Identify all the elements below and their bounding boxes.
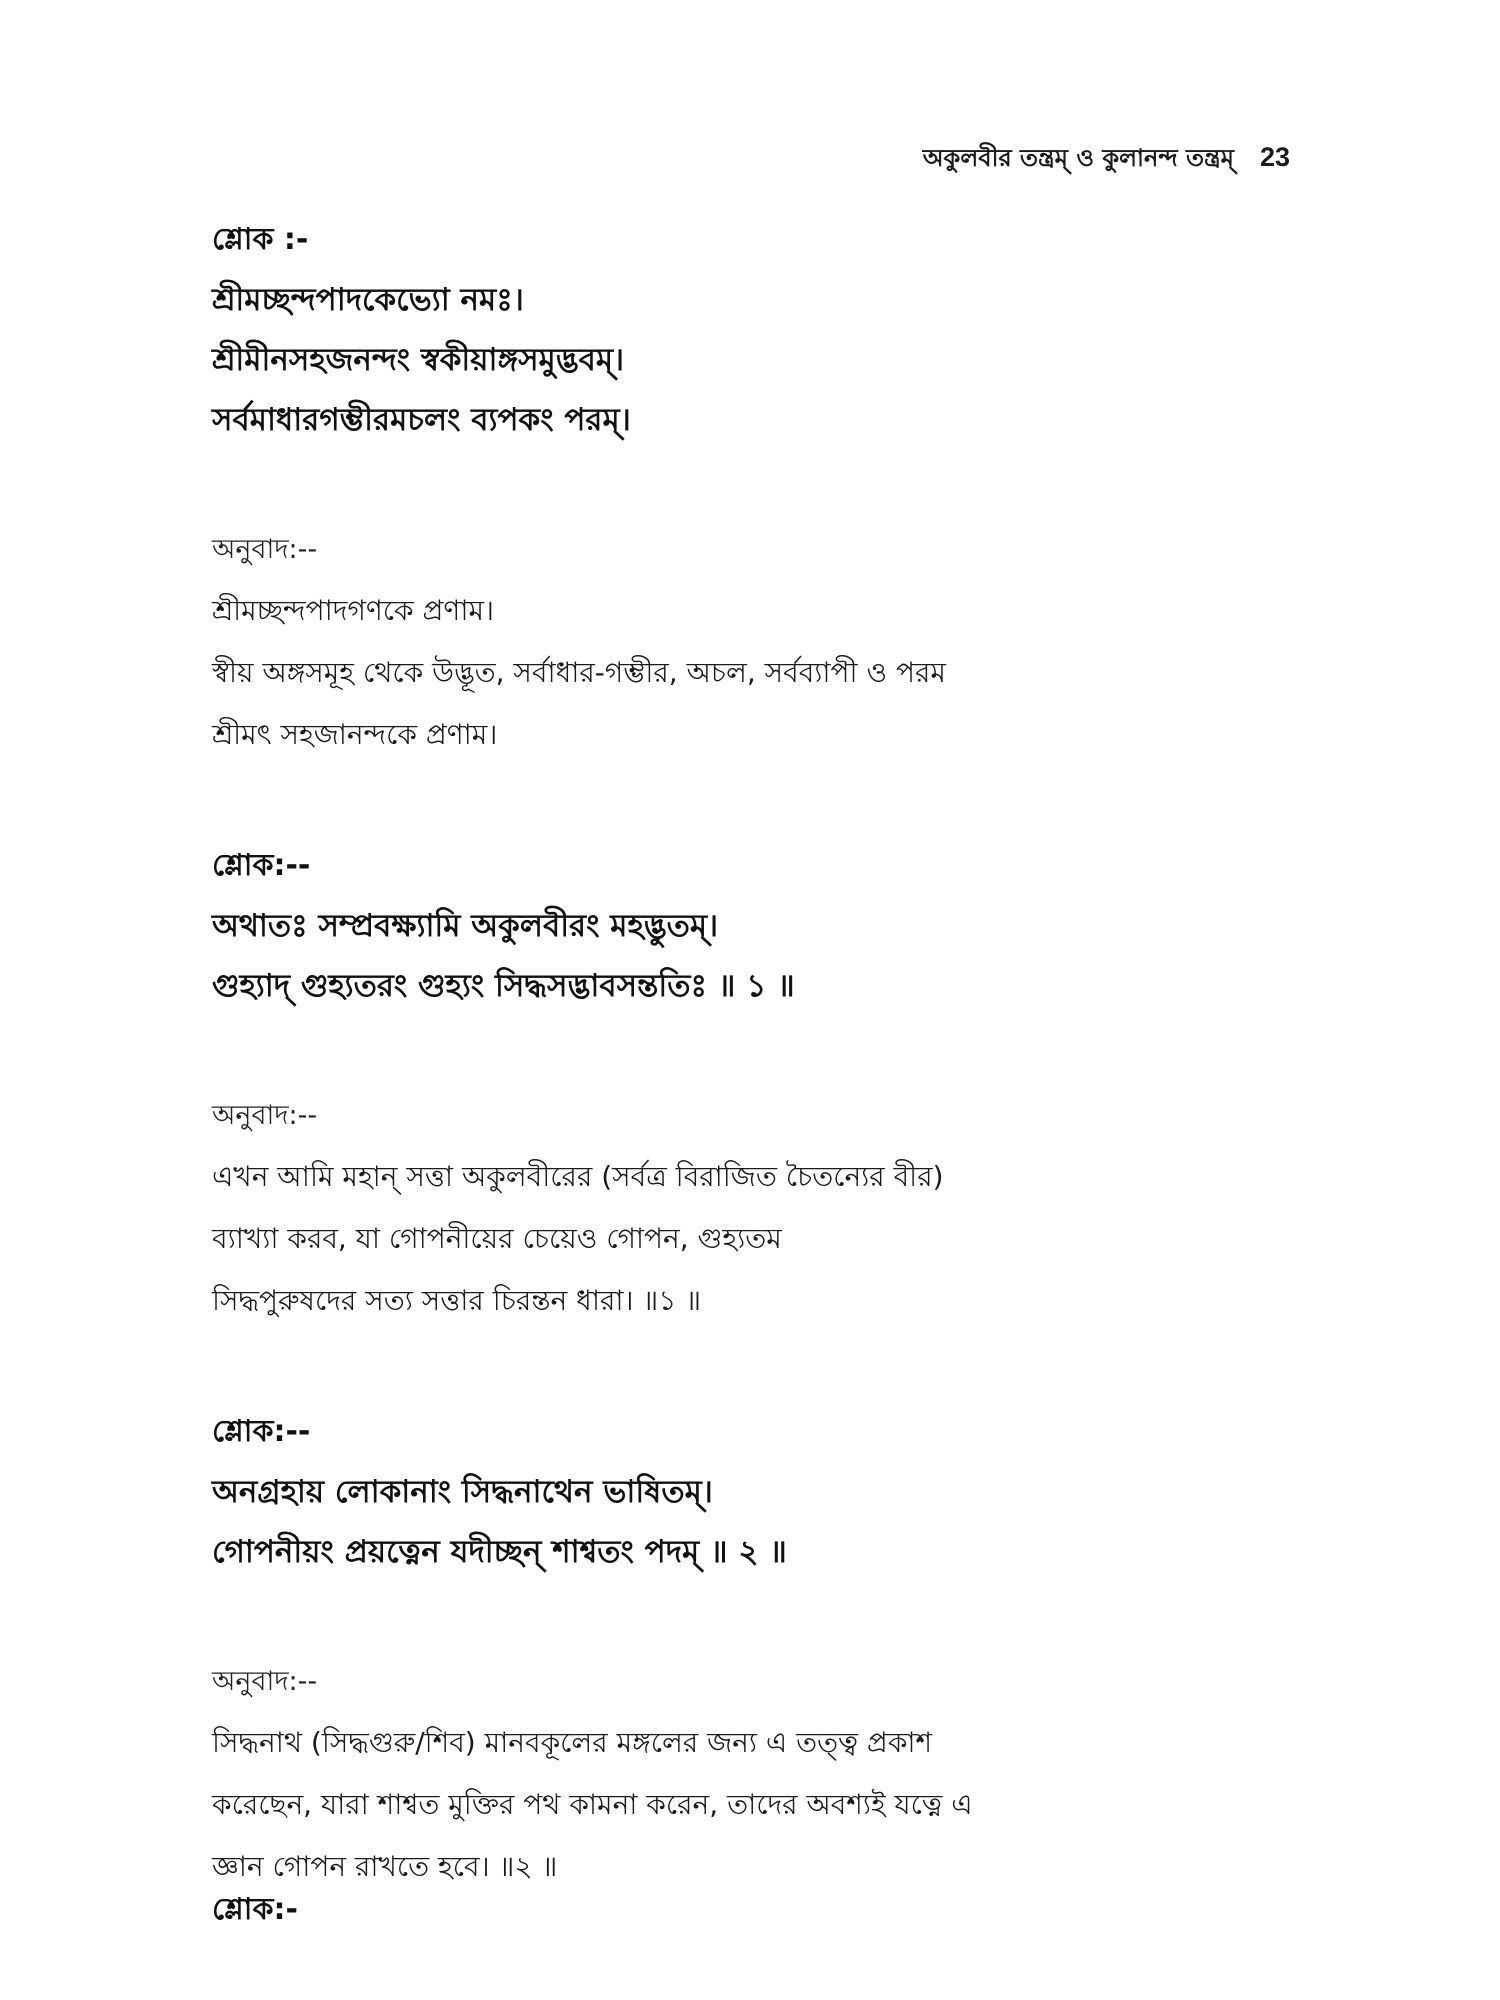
translation-line: সিদ্ধনাথ (সিদ্ধগুরু/শিব) মানবকূলের মঙ্গলের জন্য এ তত্ত্ব প্রকাশ — [212, 1726, 933, 1759]
page-number: 23 — [1259, 142, 1290, 172]
translation-line: শ্রীমৎ সহজানন্দকে প্রণাম। — [212, 718, 498, 751]
sloka-label: শ্লোক:-- — [212, 848, 311, 883]
verse-line: শ্রীমচ্ছন্দপাদকেভ্যো নমঃ। — [212, 282, 524, 318]
sloka-label: শ্লোক:-- — [212, 1414, 311, 1449]
verse-line: গুহ্যাদ্ গুহ্যতরং গুহ্যং সিদ্ধসদ্ভাবসন্ততিঃ ॥ ১ ॥ — [212, 968, 795, 1004]
translation-block-invocation — [212, 520, 1292, 766]
running-header — [923, 140, 1290, 180]
page-body — [212, 210, 1292, 1968]
sloka-block-1 — [212, 836, 1292, 1016]
trailing-sloka — [212, 1880, 298, 1940]
verse-line: শ্রীমীনসহজনন্দং স্বকীয়াঙ্গসমুদ্ভবম্। — [212, 342, 625, 378]
translation-label: অনুবাদ:-- — [212, 534, 318, 565]
translation-label: অনুবাদ:-- — [212, 1100, 318, 1131]
verse-line: অথাতঃ সম্প্রবক্ষ্যামি অকুলবীরং মহদ্ভুতম্। — [212, 908, 719, 944]
translation-line: ব্যাখ্যা করব, যা গোপনীয়ের চেয়েও গোপন, গুহ্যতম — [212, 1222, 782, 1255]
translation-block-1 — [212, 1086, 1292, 1332]
running-title: অকুলবীর তন্ত্রম্ ও কুলানন্দ তন্ত্রম্ — [922, 144, 1234, 172]
translation-line: এখন আমি মহান্ সত্তা অকুলবীরের (সর্বত্র বিরাজিত চৈতন্যের বীর) — [212, 1160, 944, 1193]
sloka-label: শ্লোক :- — [212, 222, 309, 257]
translation-line: সিদ্ধপুরুষদের সত্য সত্তার চিরন্তন ধারা। ॥১ ॥ — [212, 1284, 702, 1317]
translation-line: শ্রীমচ্ছন্দপাদগণকে প্রণাম। — [212, 594, 495, 627]
translation-line: জ্ঞান গোপন রাখতে হবে। ॥২ ॥ — [212, 1850, 558, 1883]
sloka-block-2 — [212, 1402, 1292, 1582]
translation-line: করেছেন, যারা শাশ্বত মুক্তির পথ কামনা করেন, তাদের অবশ্যই যত্নে এ — [212, 1788, 973, 1821]
sloka-label: শ্লোক:- — [212, 1892, 298, 1927]
translation-label: অনুবাদ:-- — [212, 1666, 318, 1697]
translation-line: স্বীয় অঙ্গসমূহ থেকে উদ্ভূত, সর্বাধার-গম্ভীর, অচল, সর্বব্যাপী ও পরম — [212, 656, 946, 689]
verse-line: গোপনীয়ং প্রয়ত্নেন যদীচ্ছন্ শাশ্বতং পদম্ ॥ ২ ॥ — [212, 1534, 787, 1570]
sloka-block-invocation — [212, 210, 1292, 450]
verse-line: অনগ্রহায় লোকানাং সিদ্ধনাথেন ভাষিতম্। — [212, 1474, 713, 1510]
verse-line: সর্বমাধারগম্ভীরমচলং ব্যপকং পরম্। — [212, 402, 631, 438]
translation-block-2 — [212, 1652, 1292, 1898]
